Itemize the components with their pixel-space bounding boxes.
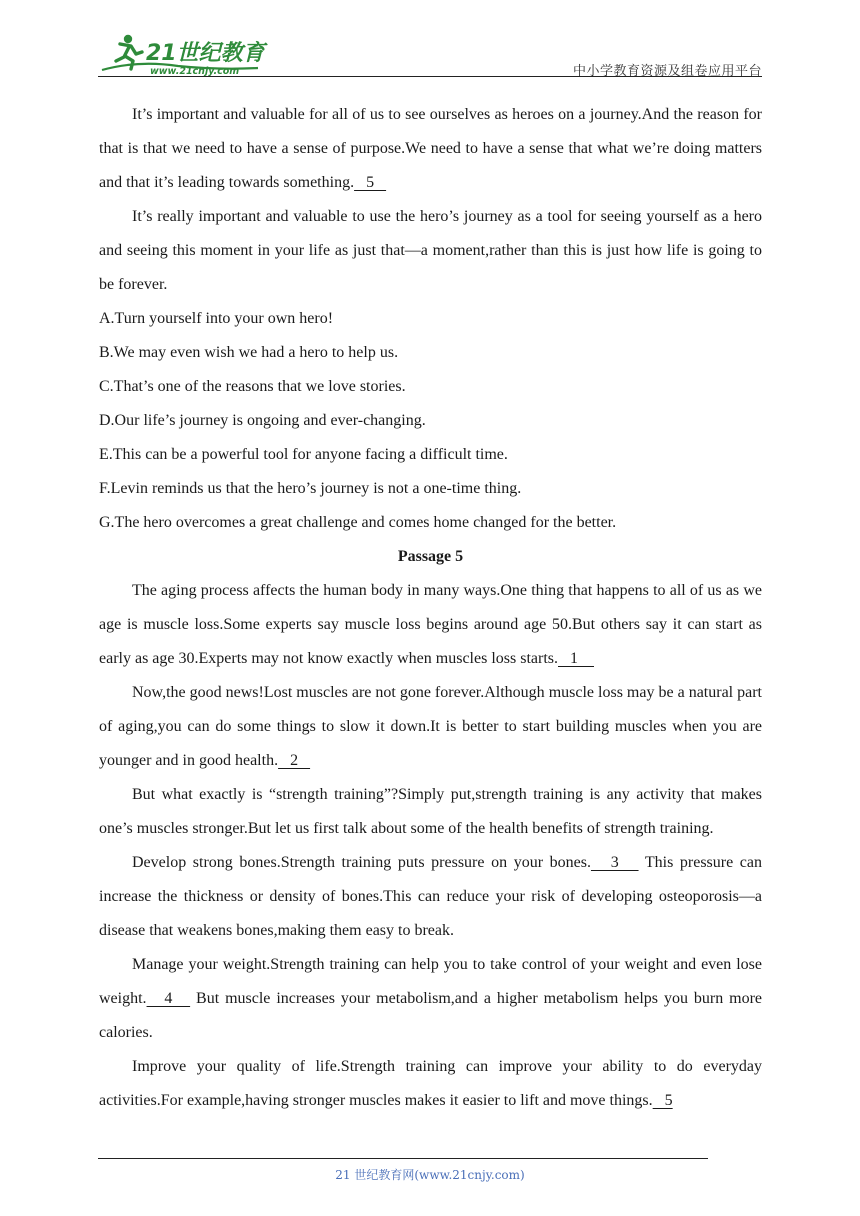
answer-option <box>99 302 762 336</box>
paragraph-text: F.Levin reminds us that the hero’s journey is not a one-time thing. <box>99 480 522 497</box>
paragraph-text: Develop strong bones.Strength training puts pressure on your bones. <box>132 854 591 871</box>
answer-option <box>99 404 762 438</box>
paragraph <box>99 200 762 302</box>
paragraph <box>99 98 762 200</box>
paragraph-text-continued: But muscle increases your metabolism,and a higher metabolism helps you burn more calories. <box>99 990 762 1041</box>
answer-blank: 2 <box>278 752 311 769</box>
paragraph-text: Manage your weight.Strength training can help you to take control of your weight and even lose weight. <box>99 956 762 1007</box>
paragraph <box>99 676 762 778</box>
paragraph-text: It’s important and valuable for all of us to see ourselves as heroes on a journey.And the reason for that is that we need to have a sense of purpose.We need to have a sense that what we’re doing matters and that it’s leading towards something. <box>99 106 762 191</box>
paragraph-text: B.We may even wish we had a hero to help us. <box>99 344 399 361</box>
logo-url: www.21cnjy.com <box>150 66 240 76</box>
site-logo <box>98 30 268 76</box>
answer-blank: 5 <box>354 174 387 191</box>
footer-divider <box>98 1158 708 1159</box>
header-divider <box>98 76 762 77</box>
paragraph-text: A.Turn yourself into your own hero! <box>99 310 334 327</box>
paragraph-text: C.That’s one of the reasons that we love stories. <box>99 378 406 395</box>
paragraph-text: D.Our life’s journey is ongoing and ever-changing. <box>99 412 426 429</box>
answer-blank: 1 <box>558 650 594 667</box>
paragraph <box>99 778 762 846</box>
answer-blank: 4 <box>146 990 191 1007</box>
paragraph-text: The aging process affects the human body in many ways.One thing that happens to all of us as we age is muscle loss.Some experts say muscle loss begins around age 50.But others say it can start as early as age 30.Experts may not know exactly when muscles loss starts. <box>99 582 762 667</box>
paragraph-text: G.The hero overcomes a great challenge and comes home changed for the better. <box>99 514 617 531</box>
answer-option <box>99 336 762 370</box>
section-heading <box>99 540 762 574</box>
page-header <box>98 30 762 80</box>
answer-blank: 5 <box>652 1092 673 1109</box>
paragraph-text: Now,the good news!Lost muscles are not gone forever.Although muscle loss may be a natural part of aging,you can do some things to slow it down.It is better to start building muscles when you are younger and in good health. <box>99 684 762 769</box>
answer-blank: 3 <box>590 854 639 871</box>
logo-text: 21世纪教育 <box>146 41 265 66</box>
paragraph-text: Passage 5 <box>397 548 464 565</box>
paragraph <box>99 846 762 948</box>
answer-option <box>99 438 762 472</box>
page-footer: 21 世纪教育网(www.21cnjy.com) <box>335 1168 525 1182</box>
answer-option <box>99 370 762 404</box>
paragraph-text: Improve your quality of life.Strength training can improve your ability to do everyday activities.For example,having stronger muscles makes it easier to lift and move things. <box>99 1058 762 1109</box>
paragraph-text: But what exactly is “strength training”?Simply put,strength training is any activity that makes one’s muscles stronger.But let us first talk about some of the health benefits of strength training. <box>99 786 762 837</box>
answer-option <box>99 506 762 540</box>
paragraph-text: It’s really important and valuable to use the hero’s journey as a tool for seeing yourself as a hero and seeing this moment in your life as just that—a moment,rather than this is just how life is going to be forever. <box>99 208 762 293</box>
document-body <box>99 98 762 1118</box>
paragraph-text: E.This can be a powerful tool for anyone facing a difficult time. <box>99 446 508 463</box>
paragraph <box>99 1050 762 1118</box>
paragraph <box>99 948 762 1050</box>
platform-name: 中小学教育资源及组卷应用平台 <box>572 64 762 79</box>
paragraph <box>99 574 762 676</box>
paragraph-text-continued: This pressure can increase the thickness or density of bones.This can reduce your risk of developing osteoporosis—a disease that weakens bones,making them easy to break. <box>99 854 763 939</box>
answer-option <box>99 472 762 506</box>
